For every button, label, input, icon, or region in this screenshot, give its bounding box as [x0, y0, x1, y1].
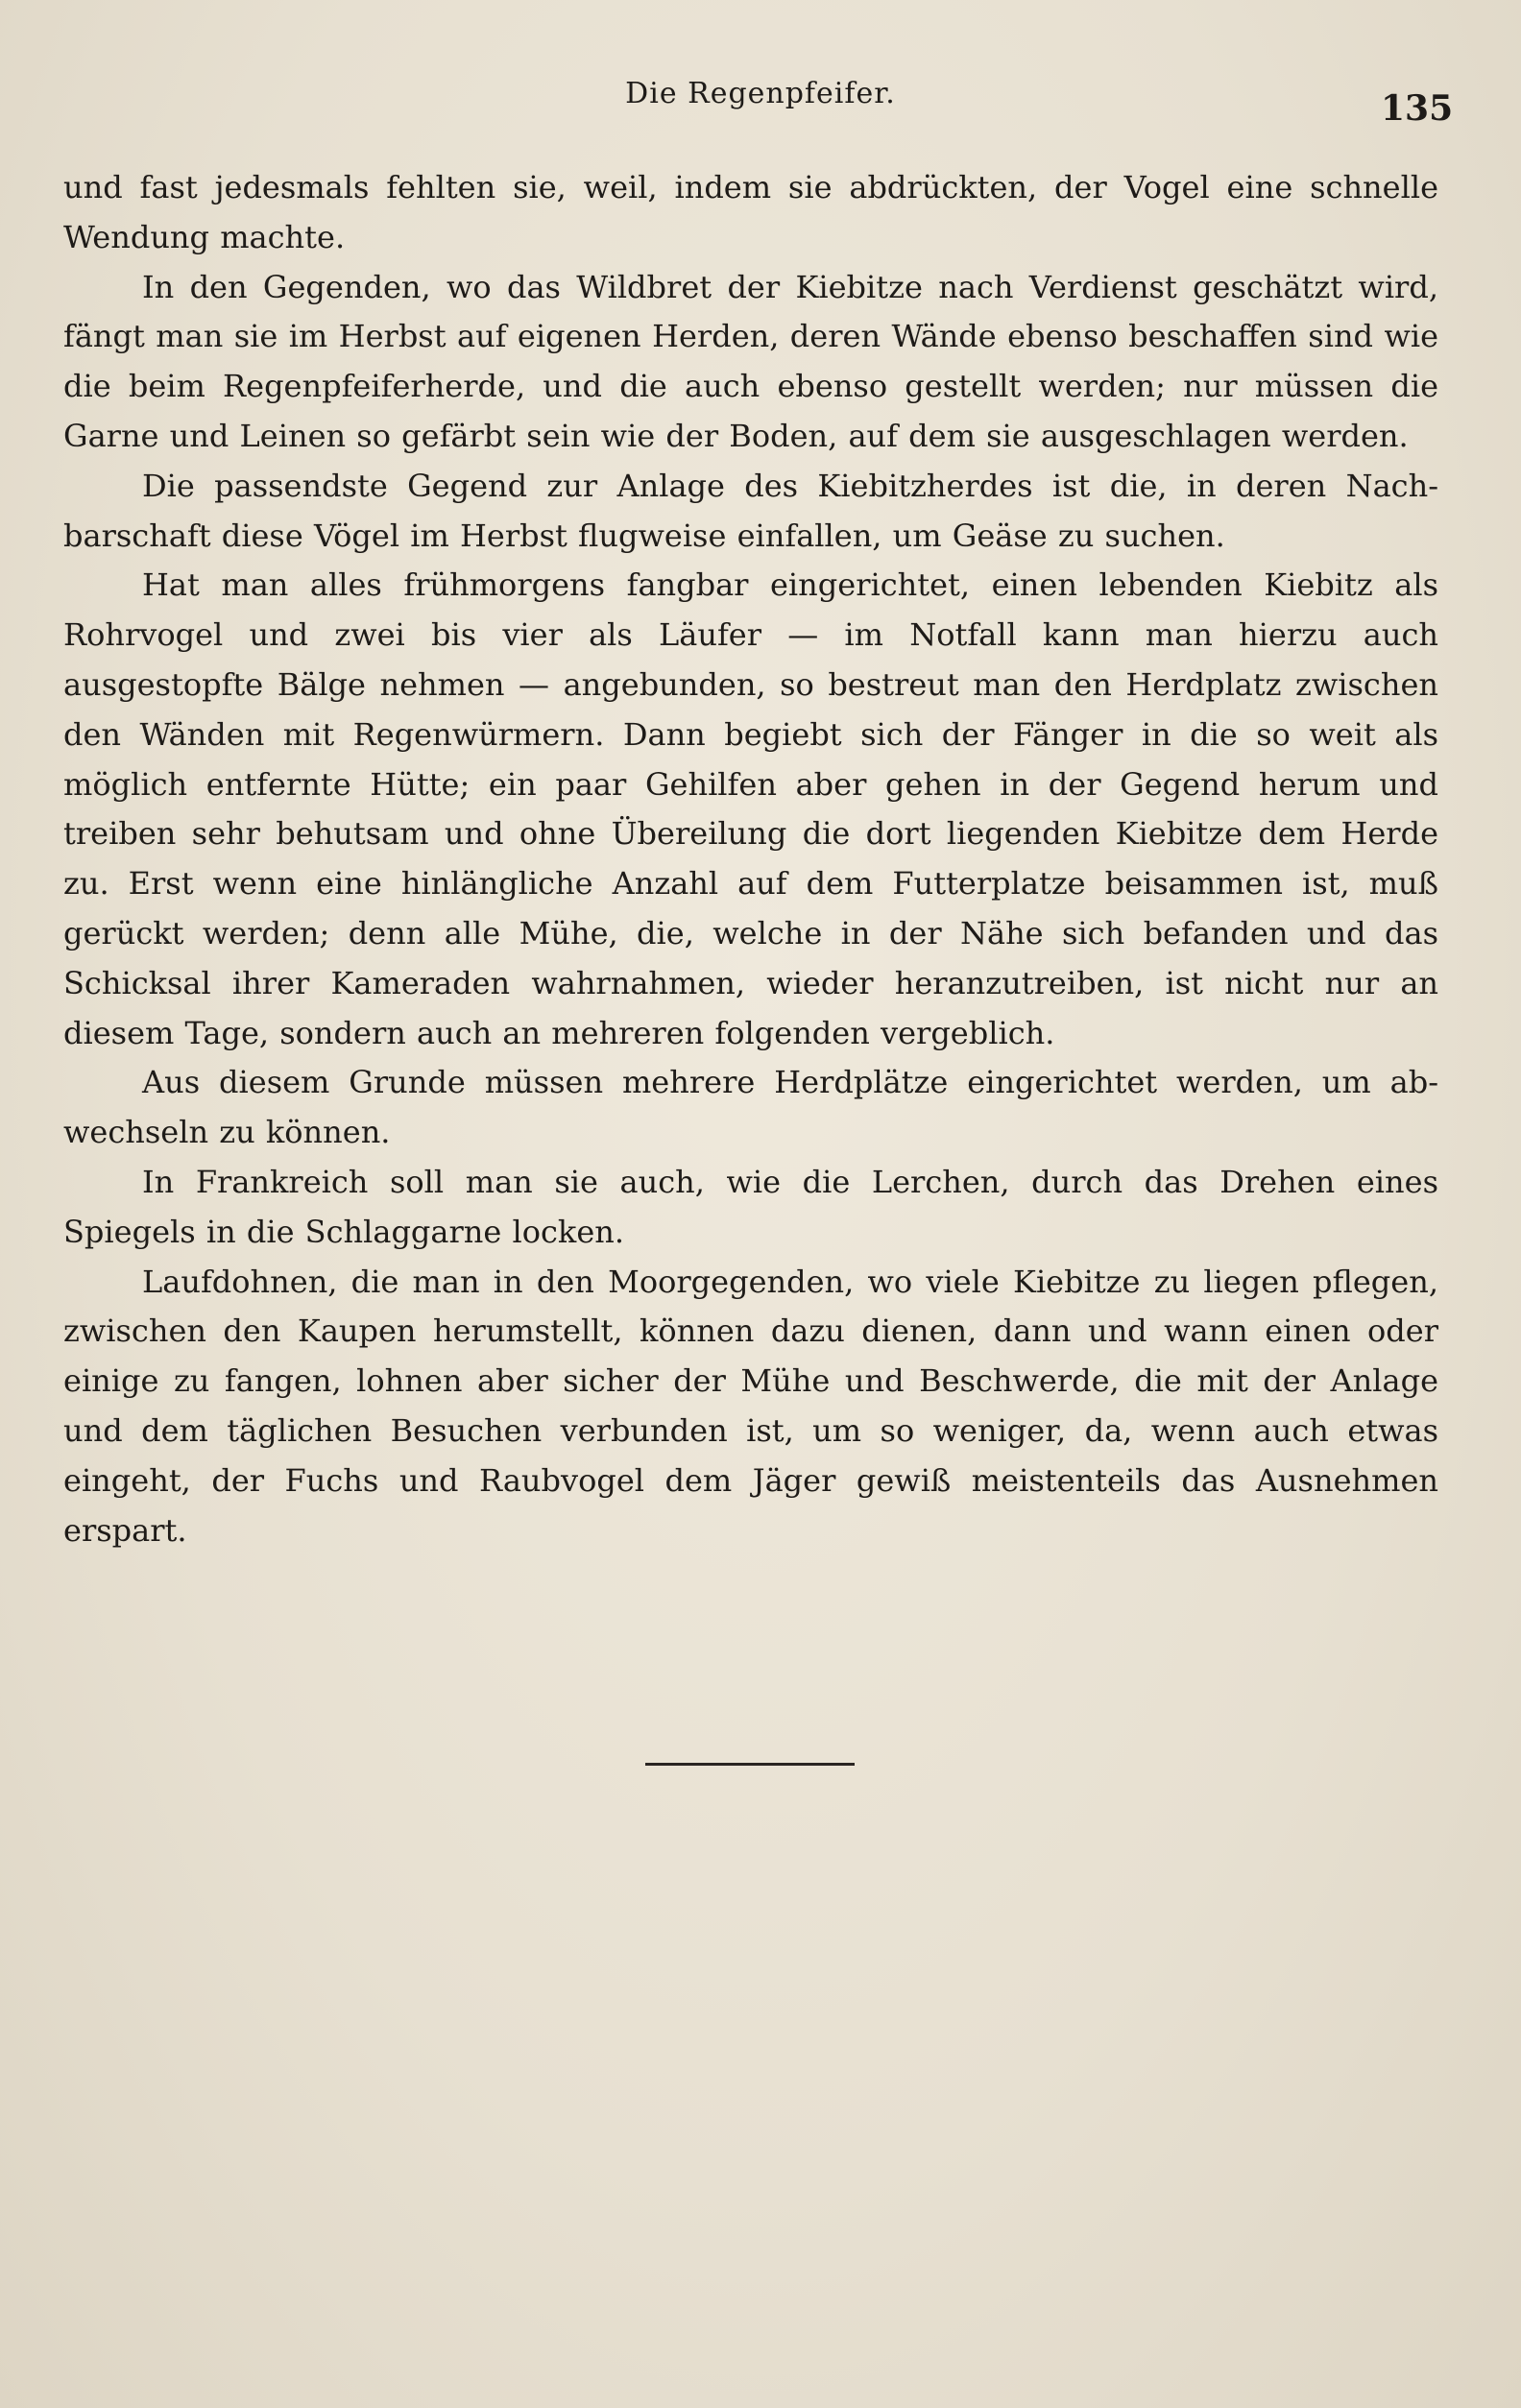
running-title: Die Regenpfeifer. — [625, 77, 896, 110]
paragraph: Hat man alles frühmorgens fangbar eingerichtet, einen lebenden Kiebitz als Rohrvogel und zwei bis vier als Läufer — im Notfall kann man hierzu auch ausgestopfte Bälge nehmen — angebunden, so bestreut man den Herdplatz zwischen den Wänden mit Regenwürmern. Dann begiebt sich der Fänger in die so weit als möglich entfernte Hütte; ein paar Gehilfen aber gehen in der Gegend herum und treiben sehr behutsam und ohne Übereilung die dort liegenden Kiebitze dem Herde zu. Erst wenn eine hinlängliche Anzahl auf dem Futterplatze beisammen ist, muß gerückt werden; denn alle Mühe, die, welche in der Nähe sich befanden und das Schicksal ihrer Kameraden wahrnahmen, wieder heranzutreiben, ist nicht nur an diesem Tage, sondern auch an mehreren folgenden vergeblich. — [63, 566, 1438, 1051]
paragraph: In Frankreich soll man sie auch, wie die Lerchen, durch das Drehen eines Spiegels in die Schlaggarne locken. — [63, 1163, 1438, 1250]
body-text — [63, 163, 1438, 1555]
paragraph: In den Gegenden, wo das Wildbret der Kiebitze nach Verdienst geschätzt wird, fängt man sie im Herbst auf eigenen Herden, deren Wände ebenso beschaffen sind wie die beim Regenpfeiferherde, und die auch ebenso gestellt werden; nur müssen die Garne und Leinen so gefärbt sein wie der Boden, auf dem sie ausgeschlagen werden. — [63, 268, 1438, 454]
paragraph: Aus diesem Grunde müssen mehrere Herdplätze eingerichtet werden, um abwechseln zu können. — [63, 1064, 1438, 1151]
end-rule — [645, 1763, 855, 1766]
paragraph: Laufdohnen, die man in den Moorgegenden, wo viele Kiebitze zu liegen pflegen, zwischen den Kaupen herumstellt, können dazu dienen, dann und wann einen oder einige zu fangen, lohnen aber sicher der Mühe und Beschwerde, die mit der Anlage und dem täglichen Besuchen verbunden ist, um so weniger, da, wenn auch etwas eingeht, der Fuchs und Raubvogel dem Jäger gewiß meistenteils das Ausnehmen erspart. — [63, 1263, 1438, 1549]
paragraph: und fast jedesmals fehlten sie, weil, indem sie abdrückten, der Vogel eine schnelle Wendung machte. — [63, 169, 1438, 255]
paragraph: Die passendste Gegend zur Anlage des Kiebitzherdes ist die, in deren Nachbarschaft diese Vögel im Herbst flugweise einfallen, um Geäse zu suchen. — [63, 467, 1438, 554]
page-number: 135 — [1381, 88, 1454, 129]
